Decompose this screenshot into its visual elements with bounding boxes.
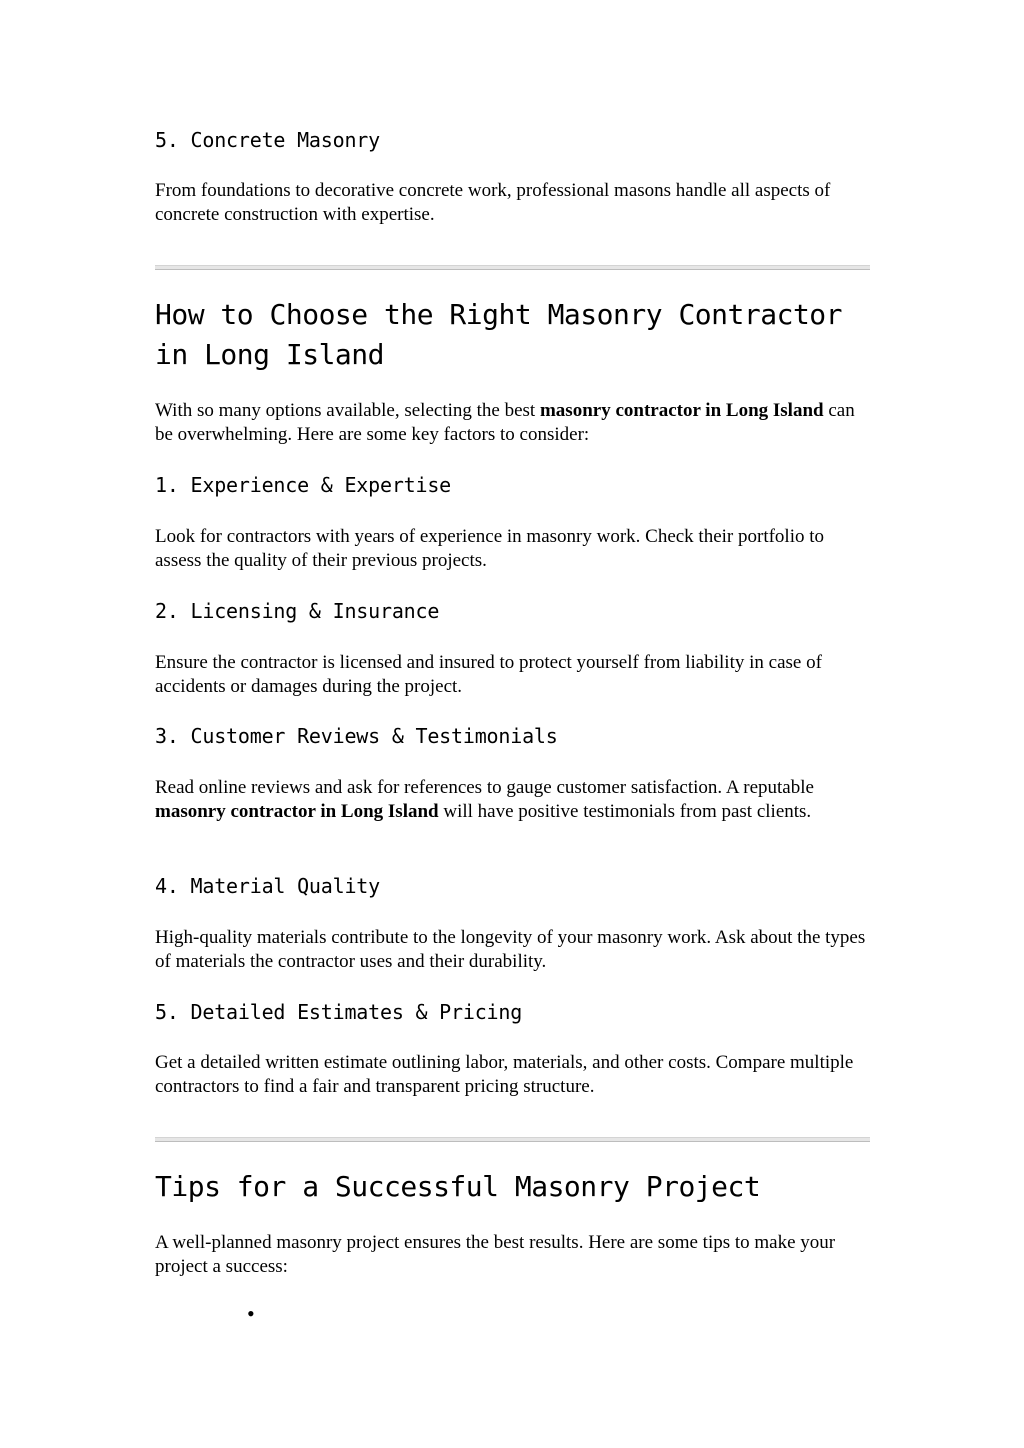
section-divider xyxy=(155,265,870,270)
factor-paragraph-pricing: Get a detailed written estimate outlining labor, materials, and other costs. Compare multiple contractors to find a fair and transparent pricing structure. xyxy=(155,1052,854,1097)
tips-heading: Tips for a Successful Masonry Project xyxy=(155,1170,761,1203)
choose-contractor-heading: How to Choose the Right Masonry Contractor in Long Island xyxy=(155,298,843,371)
concrete-masonry-heading: 5. Concrete Masonry xyxy=(155,128,380,152)
intro-keyword: masonry contractor in Long Island xyxy=(539,400,824,421)
factor-heading-pricing: 5. Detailed Estimates & Pricing xyxy=(155,1000,523,1024)
factor-paragraph-licensing: Ensure the contractor is licensed and insured to protect yourself from liability in case of accidents or damages during the project. xyxy=(155,652,822,697)
intro-text-start: With so many options available, selecting the best xyxy=(155,400,540,421)
reviews-text-start: Read online reviews and ask for references to gauge customer satisfaction. A reputable xyxy=(155,777,814,798)
factor-paragraph-reviews xyxy=(155,776,870,824)
reviews-keyword: masonry contractor in Long Island xyxy=(155,801,439,822)
concrete-masonry-paragraph: From foundations to decorative concrete work, professional masons handle all aspects of concrete construction with expertise. xyxy=(155,180,831,225)
list-bullet: • xyxy=(247,1301,255,1326)
tips-intro: A well-planned masonry project ensures the best results. Here are some tips to make your project a success: xyxy=(155,1232,836,1277)
choose-contractor-intro xyxy=(155,399,870,447)
factor-heading-experience: 1. Experience & Expertise xyxy=(155,473,452,497)
factor-heading-material: 4. Material Quality xyxy=(155,874,380,898)
section-divider xyxy=(155,1137,870,1142)
factor-paragraph-material: High-quality materials contribute to the longevity of your masonry work. Ask about the types of materials the contractor uses and their durability. xyxy=(155,927,866,972)
intro-text-end: can be overwhelming. Here are some key factors to consider: xyxy=(155,400,855,445)
factor-heading-reviews: 3. Customer Reviews & Testimonials xyxy=(155,724,558,748)
factor-paragraph-experience: Look for contractors with years of experience in masonry work. Check their portfolio to assess the quality of their previous projects. xyxy=(155,526,825,571)
reviews-text-end: will have positive testimonials from past clients. xyxy=(438,801,812,822)
factor-heading-licensing: 2. Licensing & Insurance xyxy=(155,599,440,623)
